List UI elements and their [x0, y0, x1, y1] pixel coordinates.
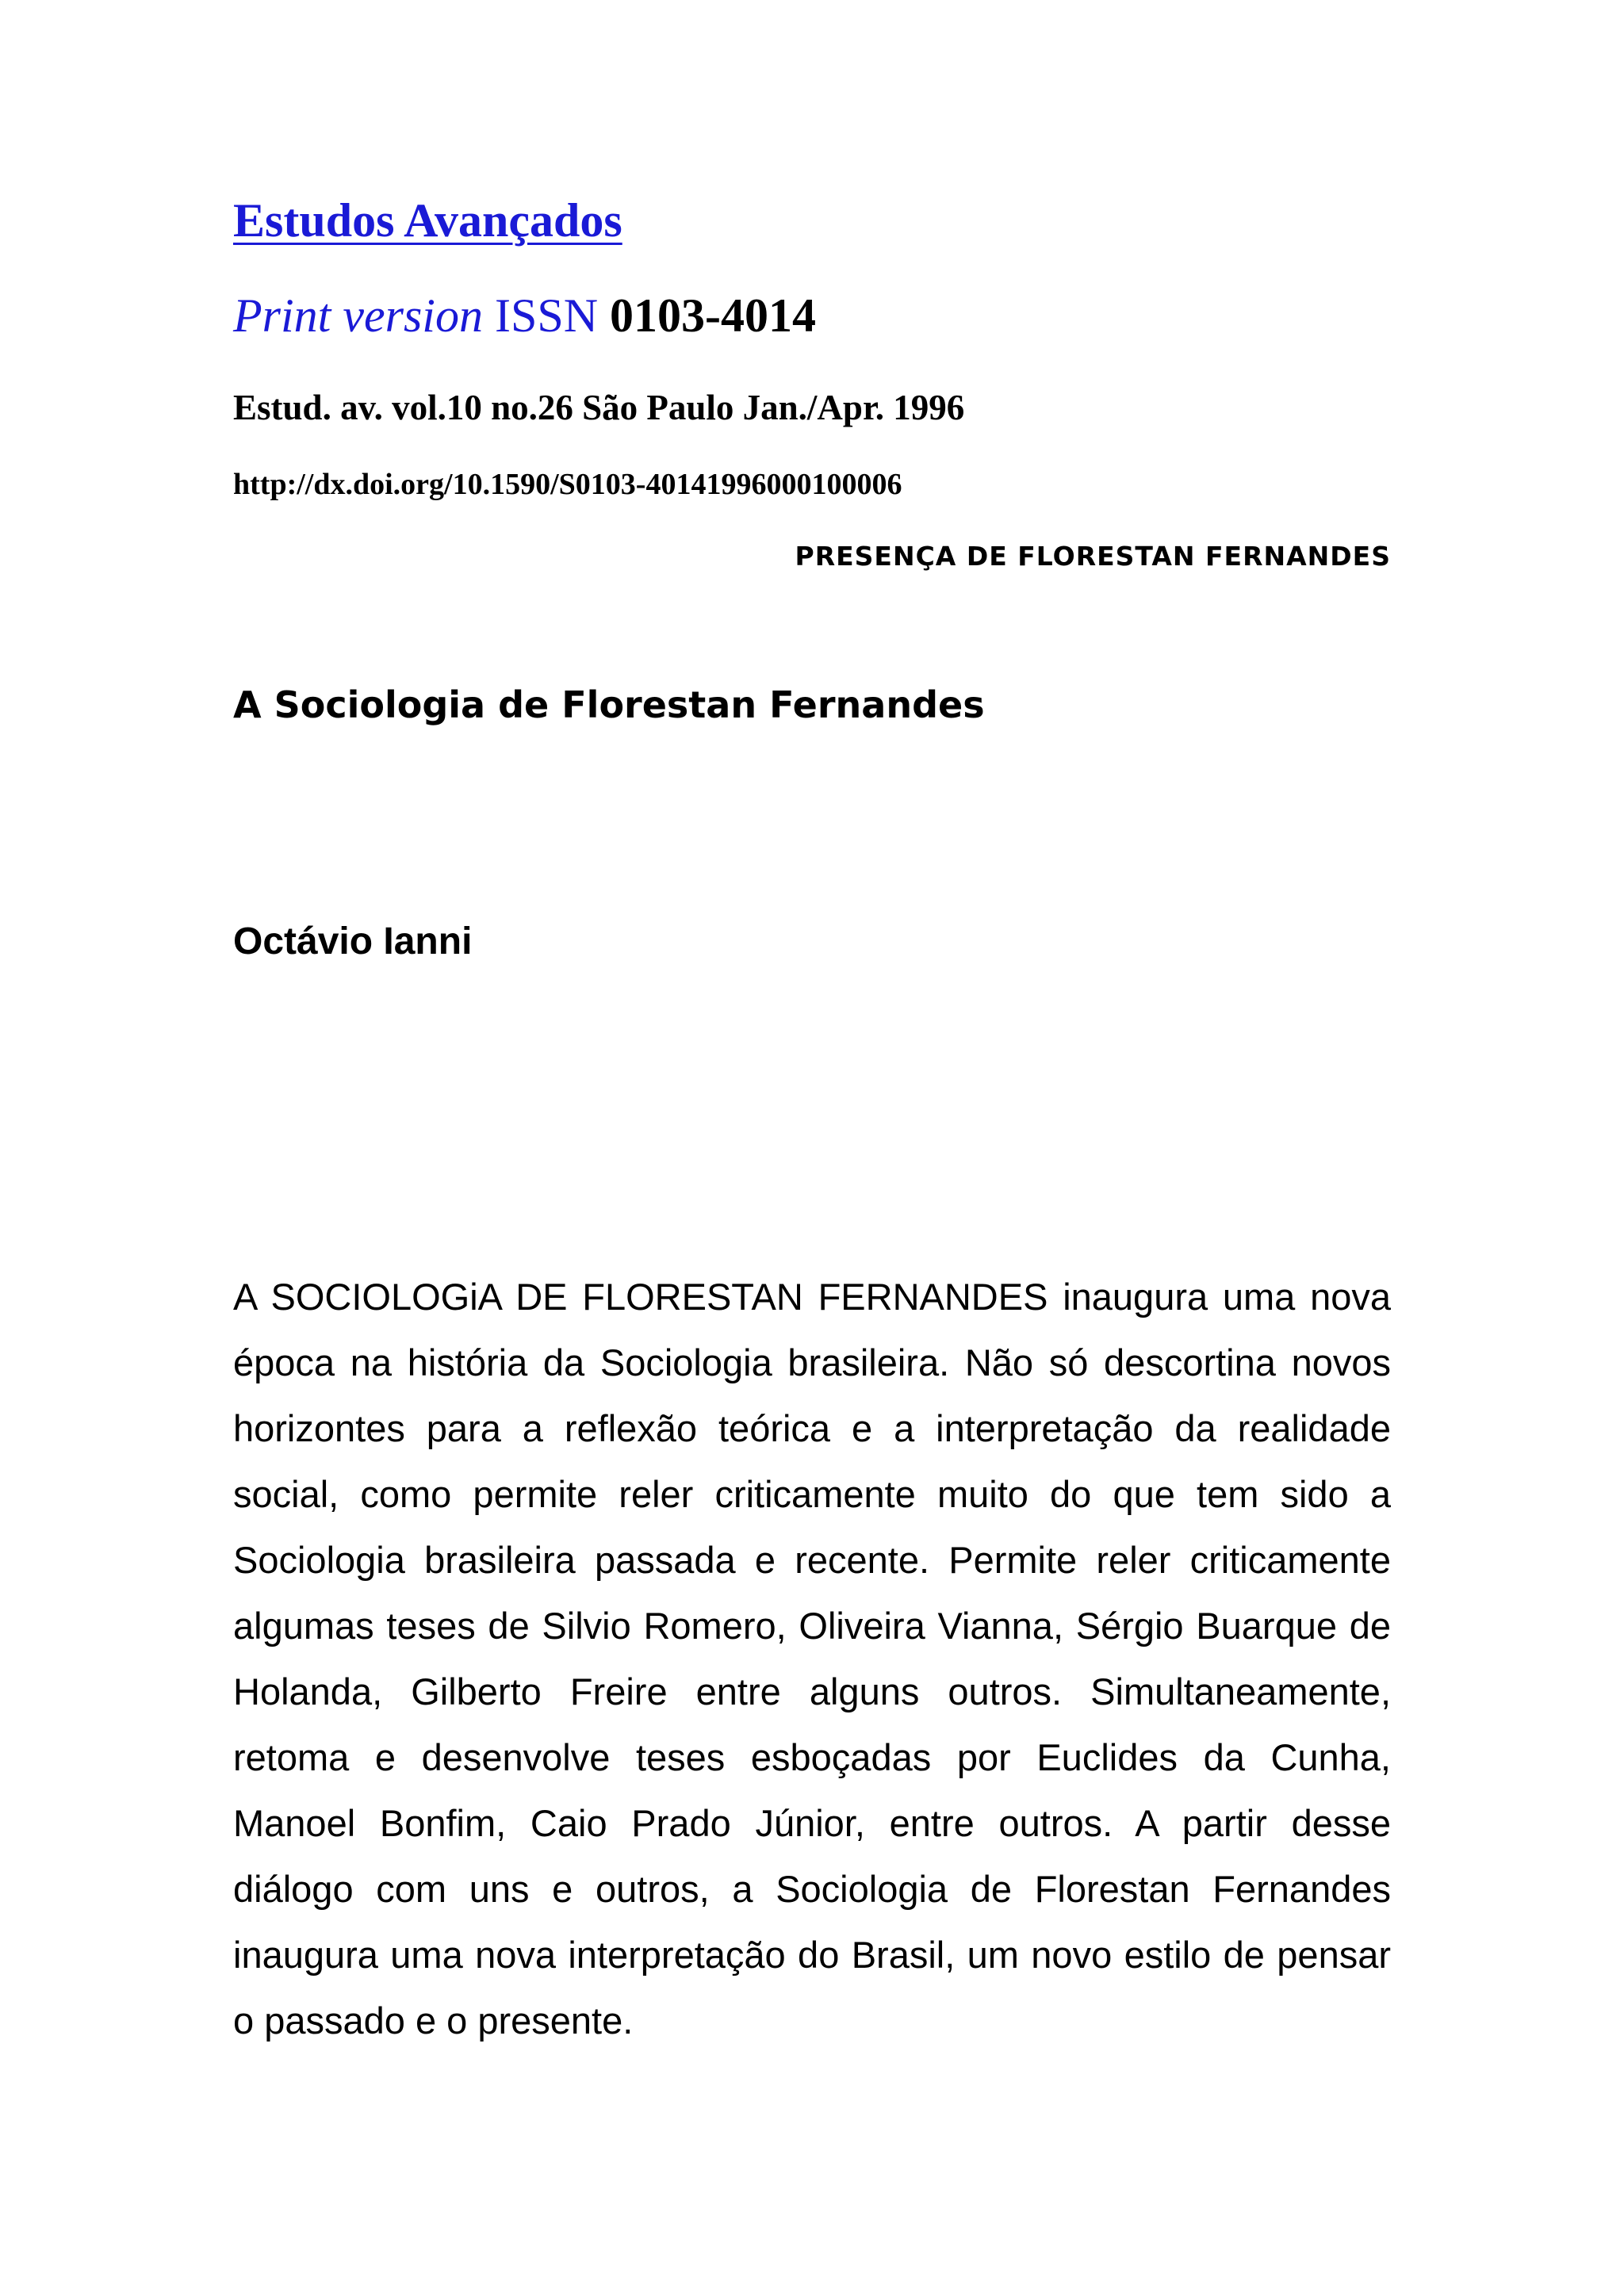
issn-label: ISSN — [494, 289, 599, 342]
doi-link[interactable]: http://dx.doi.org/10.1590/S0103-40141996000100006 — [233, 468, 902, 501]
section-label: PRESENÇA DE FLORESTAN FERNANDES — [795, 541, 1391, 572]
journal-title-link[interactable]: Estudos Avançados — [233, 194, 622, 247]
issn-line — [233, 289, 816, 343]
print-version-label: Print version — [233, 289, 483, 342]
citation-line: Estud. av. vol.10 no.26 São Paulo Jan./Apr. 1996 — [233, 388, 965, 427]
issn-number: 0103-4014 — [610, 289, 817, 342]
article-author: Octávio Ianni — [233, 920, 473, 962]
article-title: A Sociologia de Florestan Fernandes — [233, 683, 985, 726]
article-paragraph: A SOCIOLOGiA DE FLORESTAN FERNANDES inaugura uma nova época na história da Sociologia brasileira. Não só descortina novos horizontes para a reflexão teórica e a interpretação da realidade social, como permite reler criticamente muito do que tem sido a Sociologia brasileira passada e recente. Permite reler criticamente algumas teses de Silvio Romero, Oliveira Vianna, Sérgio Buarque de Holanda, Gilberto Freire entre alguns outros. Simultaneamente, retoma e desenvolve teses esboçadas por Euclides da Cunha, Manoel Bonfim, Caio Prado Júnior, entre outros. A partir desse diálogo com uns e outros, a Sociologia de Florestan Fernandes inaugura uma nova interpretação do Brasil, um novo estilo de pensar o passado e o presente. — [233, 1276, 1391, 2042]
